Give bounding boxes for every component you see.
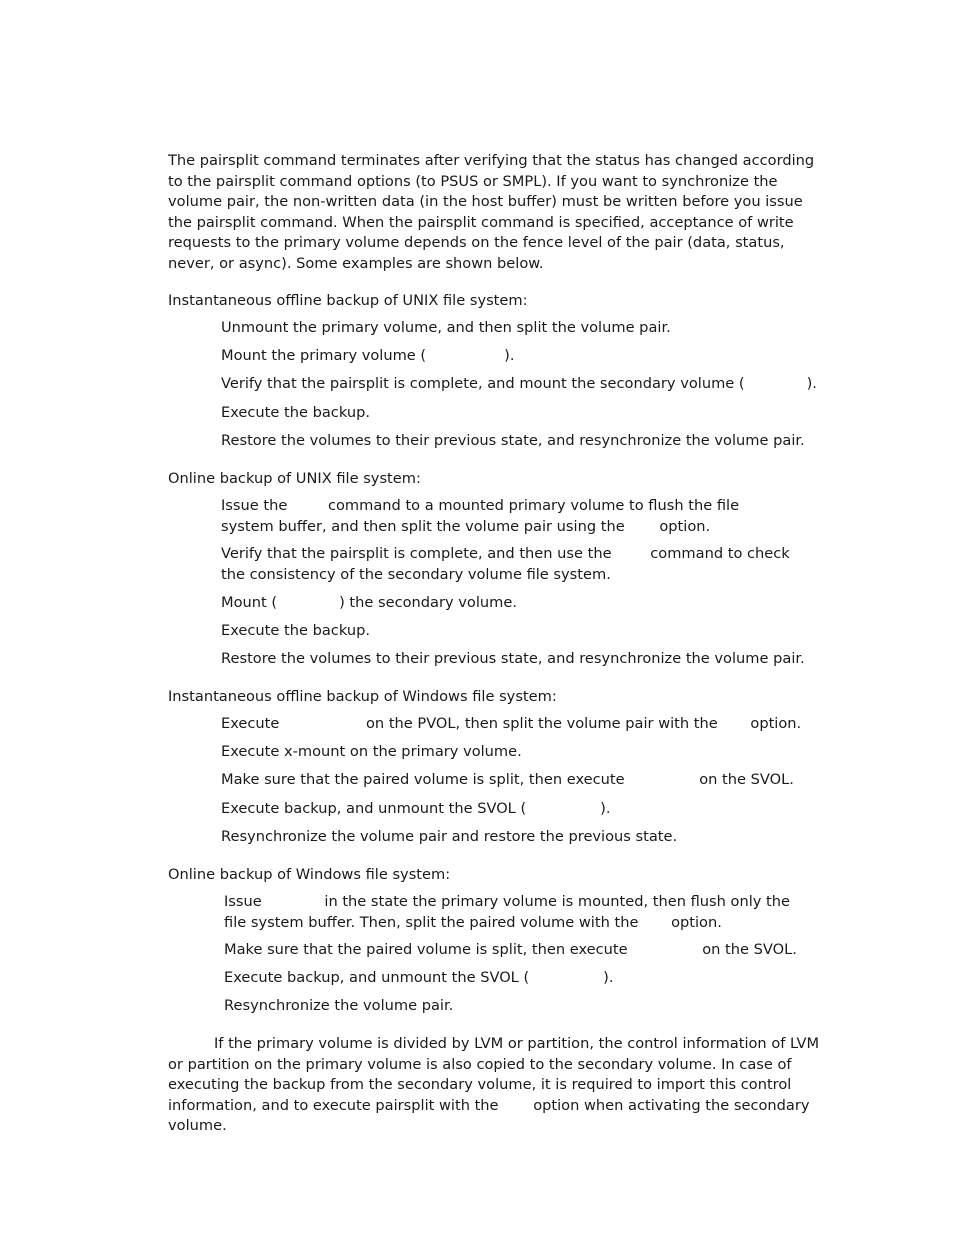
list-item: Restore the volumes to their previous state, and resynchronize the volume pair.	[221, 650, 805, 667]
intro-paragraph: The pairsplit command terminates after verifying that the status has changed according to the pairsplit command options (to PSUS or SMPL). If you want to synchronize the volume pair, the non-written data (in the host buffer) must be written before you issue the pairsplit command. When the pairsplit command is specified, acceptance of write requests to the primary volume depends on the fence level of the pair (data, status, never, or async). Some examples are shown below.	[168, 152, 815, 272]
section-heading-windows-online: Online backup of Windows file system:	[168, 866, 451, 883]
list-item: Mount the primary volume ( ).	[221, 347, 515, 364]
list-item: Mount ( ) the secondary volume.	[221, 594, 517, 611]
list-item: Verify that the pairsplit is complete, and then use the command to check the consistency of the secondary volume file system.	[221, 545, 790, 583]
list-item: Execute the backup.	[221, 622, 370, 639]
section-heading-unix-offline: Instantaneous offline backup of UNIX file system:	[168, 292, 528, 309]
list-item: Execute on the PVOL, then split the volume pair with the option.	[221, 715, 802, 732]
list-item: Execute backup, and unmount the SVOL ( ).	[221, 800, 611, 817]
list-item: Issue in the state the primary volume is mounted, then flush only the file system buffer. Then, split the paired volume with the option.	[224, 893, 790, 931]
section-heading-windows-offline: Instantaneous offline backup of Windows file system:	[168, 688, 557, 705]
list-item: Execute x-mount on the primary volume.	[221, 743, 522, 760]
list-item: Issue the command to a mounted primary volume to flush the file system buffer, and then split the volume pair using the option.	[221, 497, 740, 535]
list-item: Restore the volumes to their previous state, and resynchronize the volume pair.	[221, 432, 805, 449]
section-heading-unix-online: Online backup of UNIX file system:	[168, 470, 421, 487]
list-item: Execute the backup.	[221, 404, 370, 421]
list-item: Execute backup, and unmount the SVOL ( ).	[224, 969, 614, 986]
list-item: Unmount the primary volume, and then split the volume pair.	[221, 319, 671, 336]
note-paragraph: If the primary volume is divided by LVM or partition, the control information of LVM or partition on the primary volume is also copied to the secondary volume. In case of executing the backup from the secondary volume, it is required to import this control information, and to execute pairsplit with the option when activating the secondary volume.	[168, 1035, 820, 1134]
list-item: Verify that the pairsplit is complete, and mount the secondary volume ( ).	[221, 375, 817, 392]
list-item: Resynchronize the volume pair and restore the previous state.	[221, 828, 678, 845]
list-item: Resynchronize the volume pair.	[224, 997, 454, 1014]
list-item: Make sure that the paired volume is split, then execute on the SVOL.	[224, 941, 797, 958]
list-item: Make sure that the paired volume is split, then execute on the SVOL.	[221, 771, 794, 788]
